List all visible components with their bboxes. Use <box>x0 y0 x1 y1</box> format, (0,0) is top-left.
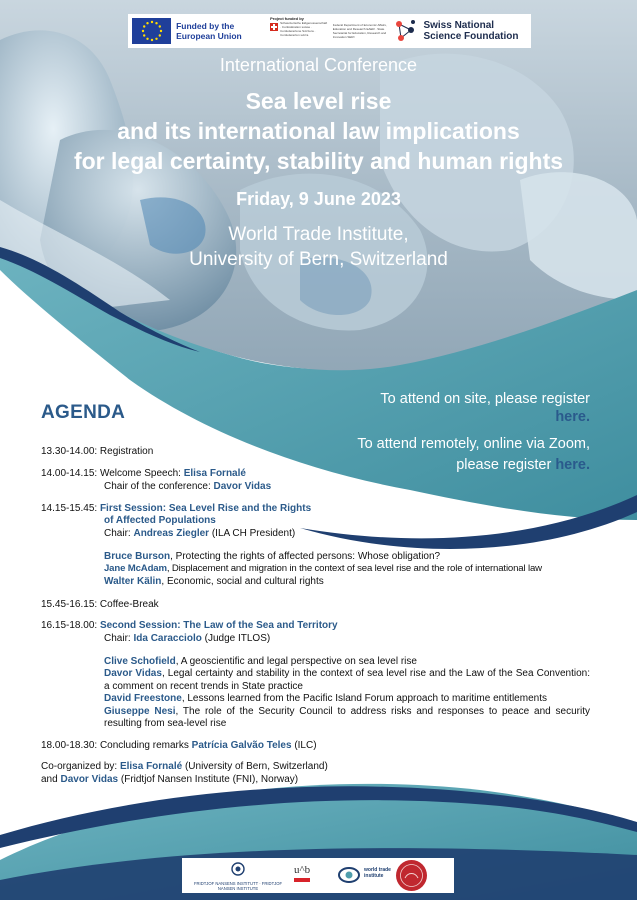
snsf-icon <box>393 18 419 44</box>
talk-title: , Legal certainty and stability in the context of sea level rise and the Law of the Sea Convention: a comment on recent trends in State practice <box>104 668 590 692</box>
agenda-label: Welcome Speech: <box>99 468 181 479</box>
agenda-time: 18.00-18.30: <box>41 740 98 751</box>
agenda-item-registration: 13.30-14.00: Registration <box>41 446 154 457</box>
online-register-link[interactable]: here. <box>555 457 590 473</box>
session-1-talks <box>104 551 590 588</box>
agenda-heading: AGENDA <box>41 402 126 423</box>
online-register-prompt: please register <box>456 457 552 473</box>
session-2-chair <box>104 633 590 645</box>
speaker-name: Bruce Burson <box>104 551 171 562</box>
talk-title: , Protecting the rights of affected persons: Whose obligation? <box>170 551 441 562</box>
organizer-affiliation: (University of Bern, Switzerland) <box>184 761 328 772</box>
chair-name: Ida Caracciolo <box>133 633 202 644</box>
talk-title: , The role of the Security Council to address risks and responses to peace and security resulting from sea-level rise <box>104 705 591 730</box>
speaker-role: (ILC) <box>294 740 317 751</box>
agenda-label: Chair: <box>104 633 131 644</box>
chair-role: (Judge ITLOS) <box>204 633 271 644</box>
coorganized-line-2 <box>41 774 601 786</box>
partner-logo-bar <box>182 858 454 893</box>
swiss-confederation-text: Schweizerische Eidgenossenschaft · Confédération suisse · Confederazione Svizzera · Confederaziun svizra <box>280 21 328 37</box>
eu-funded-label: Funded by the European Union <box>176 21 242 41</box>
speaker-name: Giuseppe Nesi <box>104 705 176 717</box>
speaker-name: David Freestone <box>104 693 182 705</box>
fni-logo <box>192 862 284 891</box>
session-title-cont: of Affected Populations <box>104 515 216 526</box>
talk-item <box>104 656 590 668</box>
title-line-1: Sea level rise <box>245 88 392 114</box>
venue-line-2: University of Bern, Switzerland <box>189 249 448 270</box>
swiss-confederation-logo <box>270 16 329 46</box>
speaker-name: Patrícia Galvão Teles <box>191 740 292 751</box>
agenda-item-conclusion <box>41 740 601 752</box>
session-1-chair <box>104 528 590 540</box>
talk-item <box>104 668 590 693</box>
talk-title: , Lessons learned from the Pacific Island Forum approach to maritime entitlements <box>181 693 547 705</box>
fni-label: FRIDTJOF NANSENS INSTITUTT · FRIDTJOF NANSEN INSTITUTE <box>193 881 283 891</box>
organizer-name: Davor Vidas <box>60 774 119 785</box>
talk-title: , A geoscientific and legal perspective on sea level rise <box>175 656 417 667</box>
eu-flag-icon <box>132 18 171 44</box>
agenda-item-welcome <box>41 468 601 480</box>
unibe-bar-icon <box>294 878 310 882</box>
unibe-logo <box>294 864 324 882</box>
agenda-item-session-2 <box>41 620 601 632</box>
project-funded-label: Project funded by <box>270 16 304 21</box>
talk-item <box>104 551 590 563</box>
talk-title: , Economic, social and cultural rights <box>161 575 324 587</box>
title-line-2: and its international law implications <box>117 118 520 144</box>
conference-chair <box>104 481 590 493</box>
agenda-label: Chair: <box>104 528 131 539</box>
onsite-registration-text: To attend on site, please register <box>380 391 590 407</box>
organizer-name: Elisa Fornalé <box>119 761 183 772</box>
unibe-label: u^b <box>294 864 311 876</box>
chair-name: Davor Vidas <box>213 481 272 492</box>
swiss-cross-icon <box>270 23 278 31</box>
agenda-item-break: 15.45-16.15: Coffee-Break <box>41 599 159 610</box>
session-title: First Session: Sea Level Rise and the Rights <box>99 503 312 514</box>
talk-item <box>104 563 590 575</box>
talk-item <box>104 576 590 588</box>
session-title: Second Session: The Law of the Sea and Territory <box>99 620 338 631</box>
seal-logo-icon <box>396 860 427 891</box>
wti-logo <box>338 865 360 890</box>
session-2-talks <box>104 656 590 730</box>
speaker-name: Davor Vidas <box>104 668 162 680</box>
wti-eye-icon <box>338 865 360 885</box>
speaker-name: Elisa Fornalé <box>183 468 246 479</box>
agenda-time: 14.00-14.15: <box>41 468 98 479</box>
talk-item <box>104 706 590 731</box>
onsite-register-link[interactable]: here. <box>555 409 590 425</box>
speaker-name: Jane McAdam <box>104 563 167 575</box>
chair-name: Andreas Ziegler <box>133 528 210 539</box>
agenda-item-session-1 <box>41 503 601 515</box>
title-line-3: for legal certainty, stability and human rights <box>73 148 564 174</box>
talk-item <box>104 693 590 705</box>
agenda-time: 14.15-15.45: <box>41 503 98 514</box>
conference-label: International Conference <box>219 55 418 75</box>
agenda-label: Chair of the conference: <box>104 481 211 492</box>
online-registration-line: To attend remotely, online via Zoom, <box>357 436 590 452</box>
venue-line-1: World Trade Institute, <box>228 224 409 245</box>
speaker-name: Walter Kälin <box>104 575 162 587</box>
agenda-label: Concluding remarks <box>99 740 189 751</box>
funders-logo-bar <box>128 14 531 48</box>
snsf-label: Swiss National Science Foundation <box>423 20 519 42</box>
chair-role: (ILA CH President) <box>211 528 296 539</box>
coorganized-line-1 <box>41 761 601 773</box>
talk-title: , Displacement and migration in the context of sea level rise and the role of international law <box>166 563 542 575</box>
fni-emblem-icon <box>231 862 245 876</box>
wti-label: world trade institute <box>364 867 391 879</box>
swiss-department-text: Federal Department of Economic Affairs, Education and Research EAER · State Secretariat for Education, Research and Innovation SERI <box>332 23 387 39</box>
event-date: Friday, 9 June 2023 <box>236 189 401 209</box>
coorganized-and: and <box>41 774 58 785</box>
speaker-name: Clive Schofield <box>104 656 176 667</box>
agenda-time: 16.15-18.00: <box>41 620 98 631</box>
coorganized-label: Co-organized by: <box>41 761 118 772</box>
organizer-affiliation: (Fridtjof Nansen Institute (FNI), Norway) <box>120 774 299 785</box>
